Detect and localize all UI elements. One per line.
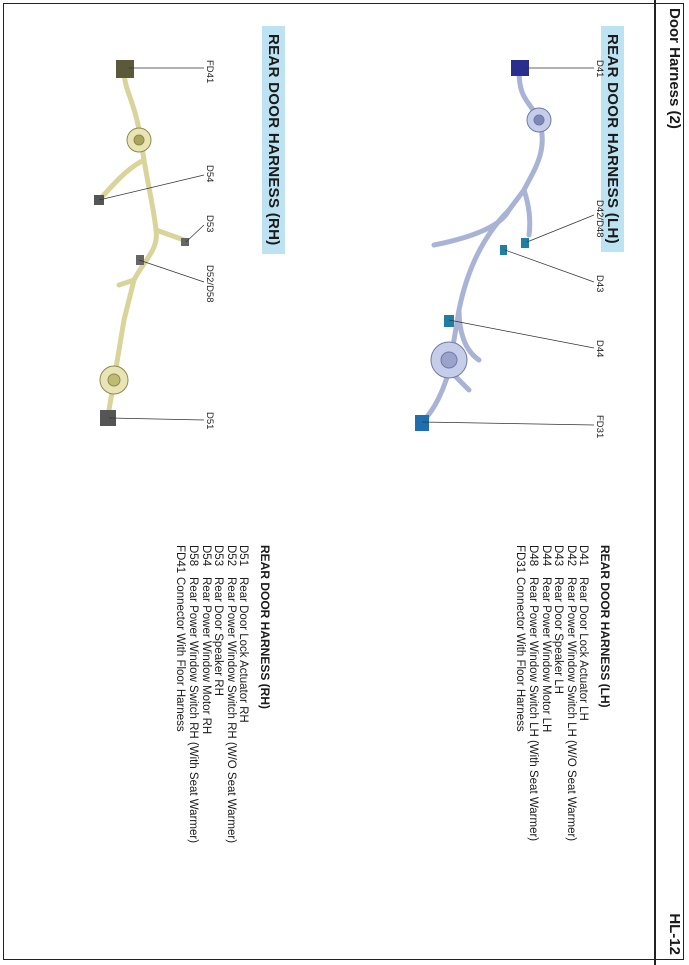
page-title: Door Harness (2)	[666, 8, 683, 129]
legend-row	[552, 545, 565, 841]
legend-desc: Rear Door Lock Actuator LH	[577, 577, 590, 721]
rh-harness-wires	[99, 70, 184, 410]
lh-callout-d44: D44	[594, 340, 605, 358]
legend-code: D41	[577, 545, 590, 567]
legend-code: D42	[564, 545, 577, 567]
lh-callout-d42-d48: D42/D48	[594, 200, 605, 238]
legend-row	[526, 545, 539, 841]
legend-desc: Rear Door Speaker LH	[552, 577, 565, 694]
legend-desc: Rear Door Lock Actuator RH	[237, 577, 250, 723]
rh-connector-fd41	[116, 60, 134, 78]
legend-code: D54	[199, 545, 212, 567]
legend-desc: Rear Power Window Switch LH (With Seat Warmer)	[527, 577, 540, 842]
legend-row	[539, 545, 552, 841]
legend-row	[186, 545, 199, 843]
legend-row	[237, 545, 250, 843]
legend-desc: Rear Power Window Switch LH (W/O Seat Warmer)	[564, 577, 577, 842]
legend-code: FD31	[514, 545, 527, 574]
rh-callout-d54: D54	[204, 165, 215, 183]
legend-row	[199, 545, 212, 843]
rh-callout-d52-d58: D52/D58	[204, 265, 215, 303]
legend-code: D43	[552, 545, 565, 567]
page-number: HL-12	[666, 913, 683, 955]
legend-desc: Rear Power Window Motor LH	[539, 577, 552, 733]
section-tag-rh: REAR DOOR HARNESS (RH)	[262, 26, 285, 254]
legend-row	[174, 545, 187, 843]
legend-code: D52	[224, 545, 237, 567]
legend-code: D44	[539, 545, 552, 567]
lh-harness-diagram	[359, 60, 609, 460]
legend-title-rh: REAR DOOR HARNESS (RH)	[258, 545, 272, 710]
rh-connector-d53	[181, 238, 189, 246]
header-rule	[654, 0, 656, 965]
lh-callout-d41: D41	[594, 60, 605, 78]
rh-callout-d53: D53	[204, 215, 215, 233]
legend-code: D53	[212, 545, 225, 567]
legend-code: D58	[187, 545, 200, 567]
legend-code: D51	[237, 545, 250, 567]
legend-row	[514, 545, 527, 841]
lh-connector-d42	[521, 238, 529, 248]
legend-desc: Rear Power Window Switch RH (With Seat Warmer)	[187, 577, 200, 844]
rh-harness-diagram	[49, 60, 294, 460]
lh-callout-fd31: FD31	[594, 415, 605, 439]
legend-desc: Rear Door Speaker RH	[212, 577, 225, 696]
rh-callout-fd41: FD41	[204, 60, 215, 84]
legend-rh	[174, 545, 271, 843]
lh-connector-fd31	[415, 415, 429, 431]
legend-row	[212, 545, 225, 843]
legend-code: D48	[527, 545, 540, 567]
legend-title-lh: REAR DOOR HARNESS (LH)	[598, 545, 612, 708]
legend-code: FD41	[174, 545, 187, 574]
legend-row	[224, 545, 237, 843]
lh-callout-d43: D43	[594, 275, 605, 293]
legend-lh	[514, 545, 611, 841]
legend-desc: Connector With Floor Harness	[514, 577, 527, 732]
legend-desc: Connector With Floor Harness	[174, 577, 187, 732]
legend-desc: Rear Power Window Switch RH (W/O Seat Warmer)	[224, 577, 237, 844]
legend-desc: Rear Power Window Motor RH	[199, 577, 212, 735]
legend-row	[577, 545, 590, 841]
rh-callout-d51: D51	[204, 412, 215, 430]
section-tag-lh: REAR DOOR HARNESS (LH)	[601, 26, 624, 252]
page-header	[659, 0, 689, 965]
legend-row	[564, 545, 577, 841]
